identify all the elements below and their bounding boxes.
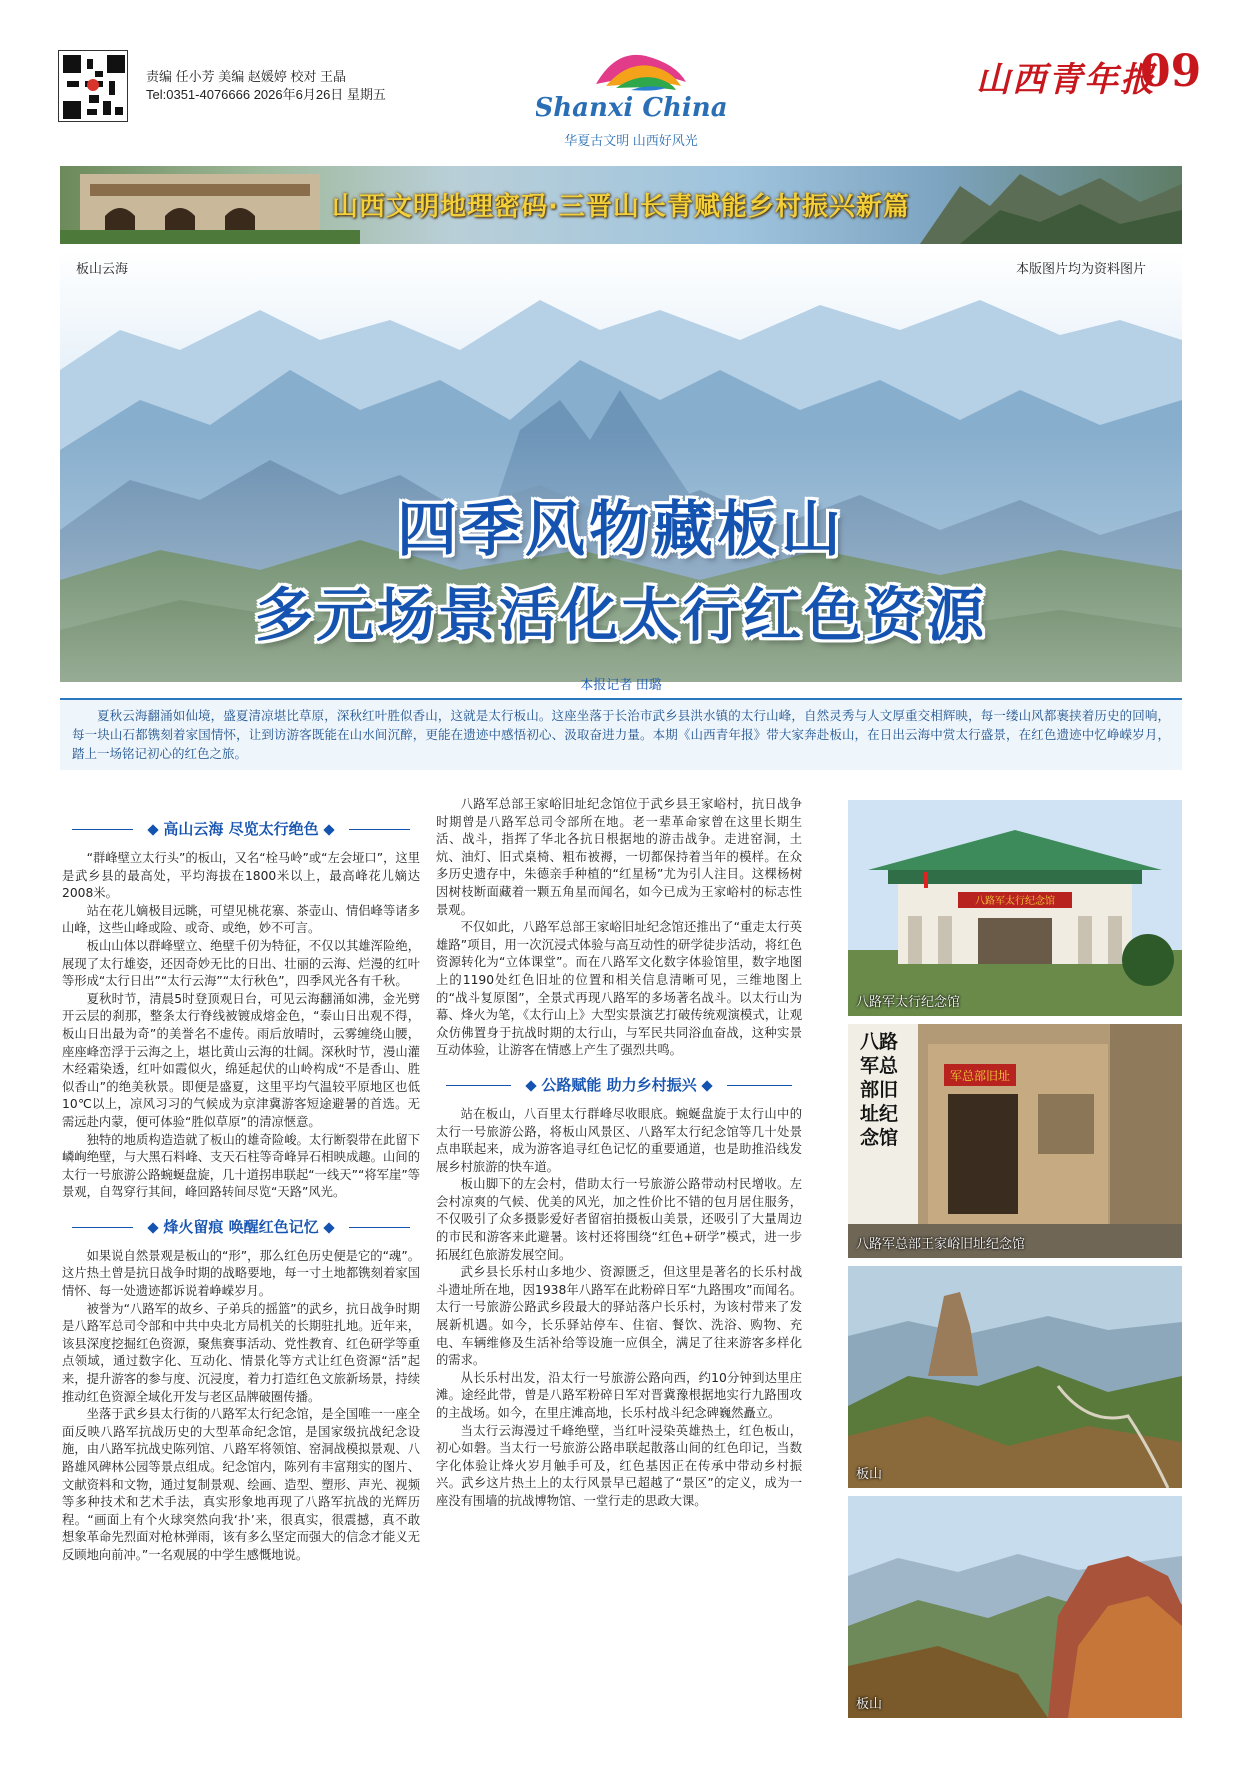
- paragraph: 独特的地质构造造就了板山的雄奇险峻。太行断裂带在此留下嶙峋绝壁，与大黑石料峰、支天石柱等奇峰异石相映成趣。山间的太行一号旅游公路蜿蜒盘旋，几十道拐串联起“一线天”“将军崖”等景观，自驾穿行其间，峰回路转间尽览“天路”风光。: [62, 1132, 420, 1200]
- editor-credits: [146, 68, 386, 104]
- door-sign-text: 军总部旧址: [949, 1069, 1011, 1083]
- newspaper-masthead: 山西青年报: [976, 60, 1156, 100]
- headline-line-1: 四季风物藏板山: [397, 495, 845, 565]
- paragraph: 夏秋时节，清晨5时登顶观日台，可见云海翻涌如沸，金光劈开云层的刹那，整条太行脊线被镀成熔金色，“泰山日出观不得，板山日出最为奇”的美誉名不虚传。雨后放晴时，云雾缠绕山腰，座座峰峦浮于云海之上，堪比黄山云海的壮阔。深秋时节，漫山灌木经霜染透，红叶如霞似火，绵延起伏的山岭构成“不是香山、胜似香山”的绝美秋景。即便是盛夏，这里平均气温较平原地区也低10℃以上，凉风习习的气候成为京津冀游客短途避暑的首选。无需远赴内蒙，便可体验“胜似草原”的清凉惬意。: [62, 991, 420, 1129]
- lead-box: [60, 698, 1182, 770]
- paragraph: 站在板山，八百里太行群峰尽收眼底。蜿蜒盘旋于太行山中的太行一号旅游公路，将板山风景区、八路军太行纪念馆等几十处景点串联起来，成为游客追寻红色记忆的重要通道，也是助推沿线发展乡村旅游的快车道。: [436, 1106, 802, 1174]
- banner-title: 山西文明地理密码·三晋山长青赋能乡村振兴新篇: [332, 192, 910, 222]
- vertical-sign-text: 八路军总部旧址纪念馆: [860, 1031, 899, 1149]
- logo-wordmark: Shanxi China: [536, 93, 726, 123]
- diamond-icon: [148, 1222, 159, 1233]
- photo-caption: 八路军太行纪念馆: [856, 994, 961, 1009]
- credits-line-2: Tel:0351-4076666 2026年6月26日 星期五: [146, 87, 386, 102]
- headline-line-2: 多元场景活化太行红色资源: [254, 581, 987, 649]
- credits-line-1: 责编 任小芳 美编 赵媛婷 校对 王晶: [146, 69, 347, 84]
- byline: 本报记者 田璐: [580, 677, 662, 692]
- paragraph: 武乡县长乐村山多地少、资源匮乏，但这里是著名的长乐村战斗遗址所在地，因1938年八路军在此粉碎日军“九路围攻”而闻名。太行一号旅游公路武乡段最大的驿站落户长乐村，为该村带来了发展新机遇。如今，长乐驿站停车、住宿、餐饮、洗浴、购物、充电、车辆维修及生活补给等设施一应俱全，满足了往来游客多样化的需求。: [436, 1265, 802, 1368]
- paragraph: 被誉为“八路军的故乡、子弟兵的摇篮”的武乡，抗日战争时期是八路军总司令部和中共中央北方局机关的长期驻扎地。近年来，该县深度挖掘红色资源，聚焦赛事活动、党性教育、红色研学等重点领域，通过数字化、互动化、情景化等方式让红色资源“活”起来，提升游客的参与度、沉浸度，着力打造红色文旅新场景，持续推动红色资源全域化开发与老区品牌破圈传播。: [62, 1301, 420, 1404]
- diamond-icon: [526, 1080, 537, 1091]
- series-banner: [60, 166, 1182, 244]
- section-1-title: 高山云海 尽览太行绝色: [163, 820, 319, 838]
- diamond-icon: [148, 824, 159, 835]
- photo-caption: 板山: [856, 1696, 883, 1711]
- lead-paragraph: 夏秋云海翻涌如仙境，盛夏清凉堪比草原，深秋红叶胜似香山，这就是太行板山。这座坐落于长治市武乡县洪水镇的太行山峰，自然灵秀与人文厚重交相辉映，每一缕山风都裹挟着历史的回响，每一块山石都镌刻着家国情怀，让到访游客既能在山水间沉醉，更能在遗迹中感悟初心、汲取奋进力量。本期《山西青年报》带大家奔赴板山，在日出云海中赏太行盛景，在红色遗迹中忆峥嵘岁月，踏上一场铭记初心的红色之旅。: [72, 708, 1170, 761]
- paragraph: 从长乐村出发，沿太行一号旅游公路向西，约10分钟到达里庄滩。途经此带，曾是八路军粉碎日军对晋冀豫根据地实行九路围攻的主战场。如今，在里庄滩高地，长乐村战斗纪念碑巍然矗立。: [436, 1370, 802, 1420]
- paragraph: 不仅如此，八路军总部王家峪旧址纪念馆还推出了“重走太行英雄路”项目，用一次沉浸式体验与高互动性的研学徒步活动，将红色资源转化为“立体课堂”。而在八路军文化数字体验馆里，数字地图上的1190处红色旧址的位置和相关信息清晰可见，三维地图上的“战斗复原图”，全景式再现八路军的多场著名战斗。以太行山为幕、烽火为笔，《太行山上》大型实景演艺打破传统观演模式，让观众仿佛置身于抗战时期的太行山，与军民共同浴血奋战，这种实景互动体验，让游客在情感上产生了强烈共鸣。: [436, 920, 802, 1058]
- article-column-1: [62, 812, 420, 1565]
- photo-wangjiayu-former-site: [848, 1024, 1182, 1258]
- hero-label-banshan-clouds: 板山云海: [76, 261, 129, 276]
- plaque-text: 八路军太行纪念馆: [975, 896, 1055, 907]
- section-heading-3: [436, 1072, 802, 1098]
- paragraph: 当太行云海漫过千峰绝壁，当红叶浸染英雄热土，红色板山，初心如磐。当太行一号旅游公路串联起散落山间的红色印记，当数字化体验让烽火岁月触手可及，红色基因正在传承中带动乡村振兴。武乡这片热土上的太行风景早已超越了“景区”的定义，成为一座没有围墙的抗战博物馆、一堂行走的思政大课。: [436, 1423, 802, 1508]
- qr-code[interactable]: [58, 50, 128, 122]
- paragraph: 八路军总部王家峪旧址纪念馆位于武乡县王家峪村，抗日战争时期曾是八路军总司令部所在地。老一辈革命家曾在这里长期生活、战斗，指挥了华北各抗日根据地的游击战争。走进窑洞，土炕、油灯、旧式桌椅、粗布被褥，一切都保持着当年的模样。在众多历史遗存中，朱德亲手种植的“红星杨”尤为引人注目。这棵杨树因树枝断面藏着一颗五角星而闻名，如今已成为王家峪村的标志性景观。: [436, 797, 802, 917]
- page-number: 09: [1140, 46, 1202, 97]
- paragraph: 如果说自然景观是板山的“形”，那么红色历史便是它的“魂”。这片热土曾是抗日战争时期的战略要地，每一寸土地都镌刻着家国情怀、每一处遗迹都诉说着峥嵘岁月。: [62, 1248, 420, 1299]
- diamond-icon: [701, 1080, 712, 1091]
- article-column-2: [436, 796, 802, 1511]
- paragraph: 板山山体以群峰壁立、绝壁千仞为特征，不仅以其雄浑险绝，展现了太行雄姿，还因奇妙无比的日出、壮丽的云海、烂漫的红叶等形成“太行日出”“太行云海”“太行秋色”，四季风光各有千秋。: [62, 938, 420, 989]
- photo-caption: 板山: [856, 1466, 883, 1481]
- section-heading-2: [62, 1214, 420, 1240]
- diamond-icon: [323, 1222, 334, 1233]
- paragraph: 板山脚下的左会村，借助太行一号旅游公路带动村民增收。左会村凉爽的气候、优美的风光，加之性价比不错的包月居住服务，不仅吸引了众多摄影爱好者留宿拍摄板山美景，还吸引了大量周边的市民和游客来此避暑。该村还将围绕“红色+研学”模式，进一步拓展红色旅游发展空间。: [436, 1177, 802, 1262]
- photo-taihang-memorial-hall: [848, 800, 1182, 1016]
- photo-caption: 八路军总部王家峪旧址纪念馆: [856, 1236, 1026, 1251]
- logo-slogan: 华夏古文明 山西好风光: [564, 133, 698, 148]
- hero-photo-credit: 本版图片均为资料图片: [1016, 261, 1147, 276]
- photo-banshan-autumn: [848, 1496, 1182, 1718]
- paragraph: “群峰壁立太行头”的板山，又名“栓马岭”或“左会垭口”，这里是武乡县的最高处，平均海拔在1800米以上，最高峰花儿嫡达2008米。: [62, 851, 420, 901]
- paragraph: 坐落于武乡县太行街的八路军太行纪念馆，是全国唯一一座全面反映八路军抗战历史的大型革命纪念馆，是国家级抗战纪念设施，由八路军抗战史陈列馆、八路军将领馆、窑洞战模拟景观、八路雄风碑林公园等景点组成。纪念馆内，陈列有丰富翔实的图片、文献资料和文物，通过复制景观、绘画、造型、塑形、声光、视频等多种技术和艺术手法，真实形象地再现了八路军抗战的光辉历程。“画面上有个火球突然向我‘扑’来，很真实，很震撼，真不敢想象革命先烈面对枪林弹雨，该有多么坚定而强大的信念才能义无反顾地向前冲。”一名观展的中学生感慨地说。: [62, 1407, 420, 1562]
- diamond-icon: [323, 824, 334, 835]
- section-2-title: 烽火留痕 唤醒红色记忆: [163, 1217, 319, 1236]
- section-heading-1: [62, 816, 420, 842]
- photo-banshan-peak: [848, 1266, 1182, 1488]
- paragraph: 站在花儿嫡极目远眺，可望见桃花寨、茶壶山、情侣峰等诸多山峰，这些山峰或险、或奇、或绝，妙不可言。: [62, 903, 420, 936]
- section-3-title: 公路赋能 助力乡村振兴: [541, 1075, 697, 1094]
